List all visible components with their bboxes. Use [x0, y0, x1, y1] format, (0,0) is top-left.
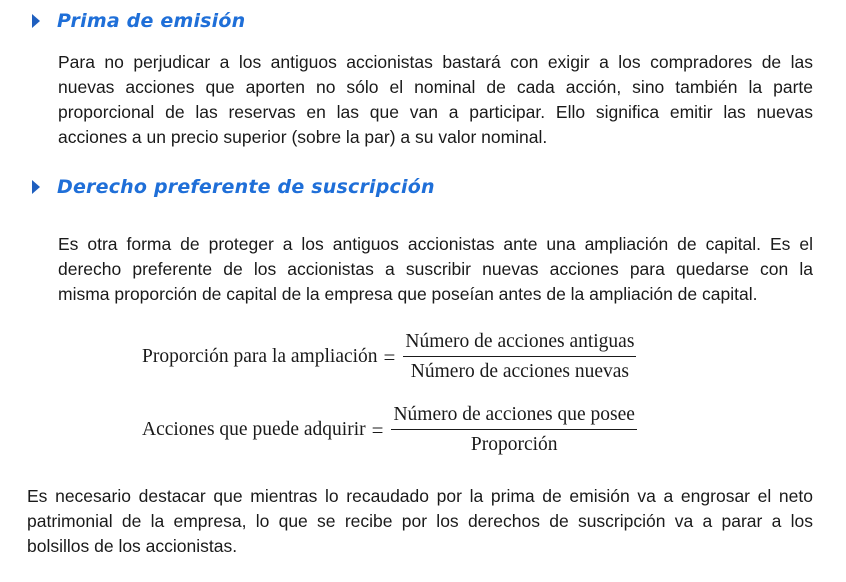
paragraph-line: Para no perjudicar a los antiguos accionistas bastará con exigir a los compradores de las	[58, 52, 813, 72]
fraction-denominator: Número de acciones nuevas	[410, 361, 630, 382]
section-title: Derecho preferente de suscripción	[57, 176, 435, 198]
paragraph-line: derecho preferente de los accionistas a suscribir nuevas acciones para quedarse con la	[58, 259, 813, 279]
fraction	[403, 331, 636, 383]
paragraph-line: Es necesario destacar que mientras lo recaudado por la prima de emisión va a engrosar el neto	[27, 486, 813, 506]
section-title: Prima de emisión	[57, 10, 246, 32]
section-paragraph-derecho	[58, 232, 813, 307]
section-paragraph-prima	[58, 50, 813, 150]
triangle-bullet-icon	[32, 180, 40, 194]
formula-lhs: Acciones que puede adquirir	[142, 419, 366, 440]
fraction-denominator: Proporción	[470, 434, 558, 455]
fraction-numerator: Número de acciones que posee	[391, 404, 636, 430]
fraction-numerator: Número de acciones antiguas	[403, 331, 636, 357]
paragraph-line: bolsillos de los accionistas.	[27, 536, 238, 556]
paragraph-line: nuevas acciones que aporten no sólo el nominal de cada acción, sino también la parte	[58, 77, 813, 97]
formula-lhs: Proporción para la ampliación	[142, 346, 378, 367]
formula-acciones	[142, 404, 637, 456]
equals-sign: =	[371, 417, 384, 442]
equals-sign: =	[383, 344, 396, 369]
triangle-bullet-icon	[32, 14, 40, 28]
paragraph-line: misma proporción de capital de la empresa que poseían antes de la ampliación de capital.	[58, 284, 758, 304]
paragraph-line: patrimonial de la empresa, lo que se recibe por los derechos de suscripción va a parar a los	[27, 511, 813, 531]
fraction	[391, 404, 636, 456]
section-heading-prima-de-emision	[32, 10, 245, 32]
closing-paragraph	[27, 484, 813, 559]
section-heading-derecho-preferente	[32, 176, 435, 198]
formula-proporcion	[142, 331, 636, 383]
paragraph-line: acciones a un precio superior (sobre la par) a su valor nominal.	[58, 127, 548, 147]
paragraph-line: Es otra forma de proteger a los antiguos accionistas ante una ampliación de capital. Es el	[58, 234, 813, 254]
paragraph-line: proporcional de las reservas en las que van a participar. Ello significa emitir las nuevas	[58, 102, 813, 122]
